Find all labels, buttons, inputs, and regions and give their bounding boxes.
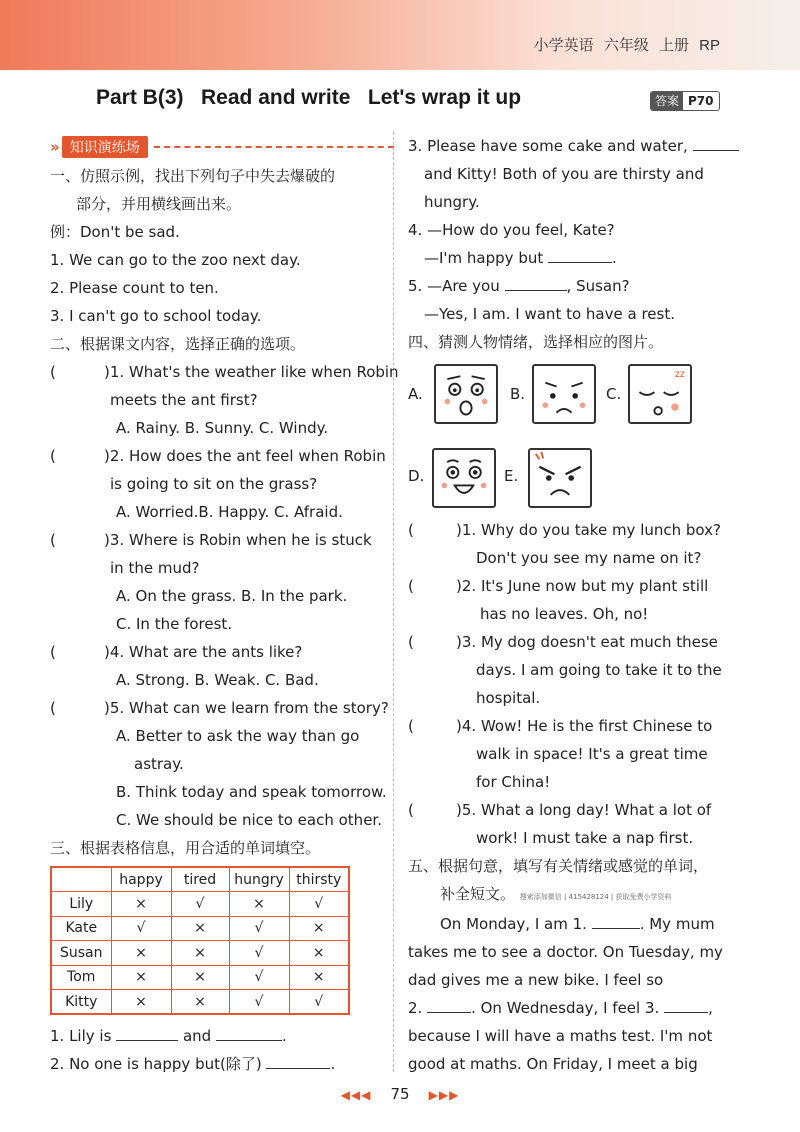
answer-paren[interactable]: ( — [50, 699, 56, 717]
s4-q2b: has no leaves. Oh, no! — [480, 605, 649, 623]
face-label-a: A. — [408, 385, 423, 403]
s2-q3b: in the mud? — [110, 559, 200, 577]
r3-line-2: and Kitty! Both of you are thirsty and — [424, 165, 704, 183]
r3-line-1: 3. Please have some cake and water, — [408, 136, 739, 156]
s5-p4: 2. . On Wednesday, I feel 3. , — [408, 999, 713, 1017]
table-cell: × — [289, 941, 349, 966]
table-cell: √ — [111, 916, 171, 941]
s1-example: 例：Don't be sad. — [50, 223, 180, 241]
table-cell: √ — [171, 892, 229, 917]
s4-q1b: Don't you see my name on it? — [476, 549, 702, 567]
s5-heading-2: 补全短文。 搜索添加微信 | 415428124 | 获取免费小学资料 — [440, 885, 672, 903]
table-cell: √ — [289, 990, 349, 1015]
s2-q5-option-c: C. We should be nice to each other. — [116, 811, 382, 829]
table-cell: × — [229, 892, 289, 917]
s5-p3: dad gives me a new bike. I feel so — [408, 971, 664, 989]
s4-q4c: for China! — [476, 773, 551, 791]
sad-face-icon[interactable] — [532, 364, 596, 424]
table-header: happy — [111, 867, 171, 892]
table-cell: √ — [229, 941, 289, 966]
s2-q4: ( )4. What are the ants like? — [50, 643, 303, 661]
table-header: thirsty — [289, 867, 349, 892]
answer-paren[interactable]: ( — [408, 801, 414, 819]
s5-p2: takes me to see a doctor. On Tuesday, my — [408, 943, 723, 961]
face-label-e: E. — [504, 467, 519, 485]
s2-q5-option-a: A. Better to ask the way than go — [116, 727, 360, 745]
answer-paren[interactable]: ( — [408, 717, 414, 735]
answer-paren[interactable]: ( — [50, 643, 56, 661]
s1-item-3: 3. I can't go to school today. — [50, 307, 262, 325]
table-cell: × — [171, 941, 229, 966]
section-label: 知识演练场 — [62, 136, 148, 158]
sleepy-face-icon[interactable] — [628, 364, 692, 424]
s4-q4: ( )4. Wow! He is the first Chinese to — [408, 717, 713, 735]
table-cell: √ — [229, 990, 289, 1015]
table-cell: √ — [229, 916, 289, 941]
header-text: 小学英语 六年级 上册 RP — [533, 37, 720, 54]
r3-line-3: hungry. — [424, 193, 480, 211]
s4-q2: ( )2. It's June now but my plant still — [408, 577, 709, 595]
blank-field[interactable] — [592, 915, 640, 929]
s5-p5: because I will have a maths test. I'm not — [408, 1027, 713, 1045]
s5-p1: On Monday, I am 1. . My mum — [440, 915, 715, 933]
svg-text:zz: zz — [674, 369, 685, 381]
angry-face-icon[interactable] — [528, 448, 592, 508]
table-cell: Kitty — [51, 990, 111, 1015]
answer-paren[interactable]: ( — [50, 447, 56, 465]
s3-heading: 三、根据表格信息，用合适的单词填空。 — [50, 839, 321, 857]
s2-q5: ( )5. What can we learn from the story? — [50, 699, 389, 717]
s4-q4b: walk in space! It's a great time — [476, 745, 708, 763]
answer-paren[interactable]: ( — [50, 363, 56, 381]
table-cell: × — [289, 916, 349, 941]
page-number: 75 — [390, 1085, 410, 1103]
s2-q5-option-a2: astray. — [134, 755, 184, 773]
table-header: tired — [171, 867, 229, 892]
s3-fill-1: 1. Lily is and . — [50, 1027, 287, 1045]
face-label-d: D. — [408, 467, 425, 485]
watermark-note: 搜索添加微信 | 415428124 | 获取免费小学资料 — [519, 893, 672, 901]
table-cell: × — [111, 941, 171, 966]
s4-q1: ( )1. Why do you take my lunch box? — [408, 521, 721, 539]
s2-q3-options-1: A. On the grass. B. In the park. — [116, 587, 348, 605]
surprised-face-icon[interactable] — [434, 364, 498, 424]
s5-heading: 五、根据句意，填写有关情绪或感觉的单词， — [408, 857, 709, 875]
s2-q3: ( )3. Where is Robin when he is stuck — [50, 531, 372, 549]
s3-fill-2: 2. No one is happy but(除了) . — [50, 1055, 336, 1073]
s2-q2b: is going to sit on the grass? — [110, 475, 318, 493]
s4-q5b: work! I must take a nap first. — [476, 829, 694, 847]
table-cell: Lily — [51, 892, 111, 917]
s4-q5: ( )5. What a long day! What a lot of — [408, 801, 712, 819]
blank-field[interactable] — [427, 999, 471, 1013]
answer-page: P70 — [688, 93, 714, 108]
right-arrows-icon: ▶▶▶ — [428, 1088, 460, 1102]
table-cell: √ — [229, 965, 289, 990]
table-cell: × — [171, 990, 229, 1015]
s4-heading: 四、猜测人物情绪，选择相应的图片。 — [408, 333, 664, 351]
table-cell: × — [289, 965, 349, 990]
answer-paren[interactable]: ( — [408, 521, 414, 539]
table-cell: Susan — [51, 941, 111, 966]
table-cell: × — [171, 965, 229, 990]
s1-heading-2: 部分，并用横线画出来。 — [76, 195, 242, 213]
s4-q3c: hospital. — [476, 689, 541, 707]
answer-paren[interactable]: ( — [408, 577, 414, 595]
answer-paren[interactable]: ( — [408, 633, 414, 651]
s2-q3-options-2: C. In the forest. — [116, 615, 233, 633]
footer — [0, 1085, 800, 1103]
table-cell: × — [111, 892, 171, 917]
answer-label: 答案 — [651, 92, 683, 110]
r5-line-1: 5. —Are you , Susan? — [408, 277, 630, 295]
table-cell: × — [111, 990, 171, 1015]
page-title: Part B(3) Read and write Let's wrap it up — [96, 86, 522, 109]
s2-q4-options: A. Strong. B. Weak. C. Bad. — [116, 671, 319, 689]
face-label-c: C. — [606, 385, 622, 403]
s2-q2: ( )2. How does the ant feel when Robin — [50, 447, 386, 465]
r4-line-1: 4. —How do you feel, Kate? — [408, 221, 615, 239]
s1-item-2: 2. Please count to ten. — [50, 279, 219, 297]
s1-item-1: 1. We can go to the zoo next day. — [50, 251, 301, 269]
s2-q1b: meets the ant first? — [110, 391, 258, 409]
s2-q2-options: A. Worried.B. Happy. C. Afraid. — [116, 503, 343, 521]
double-arrow-icon: » — [50, 138, 60, 156]
table-cell: √ — [289, 892, 349, 917]
face-label-b: B. — [510, 385, 526, 403]
happy-face-icon[interactable] — [432, 448, 496, 508]
table-header: hungry — [229, 867, 289, 892]
s2-q1-options: A. Rainy. B. Sunny. C. Windy. — [116, 419, 329, 437]
blank-field[interactable] — [664, 999, 708, 1013]
r5-line-2: —Yes, I am. I want to have a rest. — [424, 305, 675, 323]
blank-field[interactable] — [505, 277, 567, 291]
blank-field[interactable] — [693, 137, 739, 151]
table-cell: × — [171, 916, 229, 941]
r4-line-2: —I'm happy but . — [424, 249, 617, 267]
table-cell: × — [111, 965, 171, 990]
s4-q3b: days. I am going to take it to the — [476, 661, 722, 679]
s5-p6: good at maths. On Friday, I meet a big — [408, 1055, 698, 1073]
s2-q1: ( )1. What's the weather like when Robin — [50, 363, 399, 381]
s1-heading-1: 一、仿照示例，找出下列句子中失去爆破的 — [50, 167, 336, 185]
answer-paren[interactable]: ( — [50, 531, 56, 549]
s2-q5-option-b: B. Think today and speak tomorrow. — [116, 783, 387, 801]
table-cell: Kate — [51, 916, 111, 941]
s4-q3: ( )3. My dog doesn't eat much these — [408, 633, 718, 651]
left-arrows-icon: ◀◀◀ — [340, 1088, 372, 1102]
s2-heading: 二、根据课文内容，选择正确的选项。 — [50, 335, 306, 353]
blank-field[interactable] — [548, 249, 612, 263]
table-cell: Tom — [51, 965, 111, 990]
